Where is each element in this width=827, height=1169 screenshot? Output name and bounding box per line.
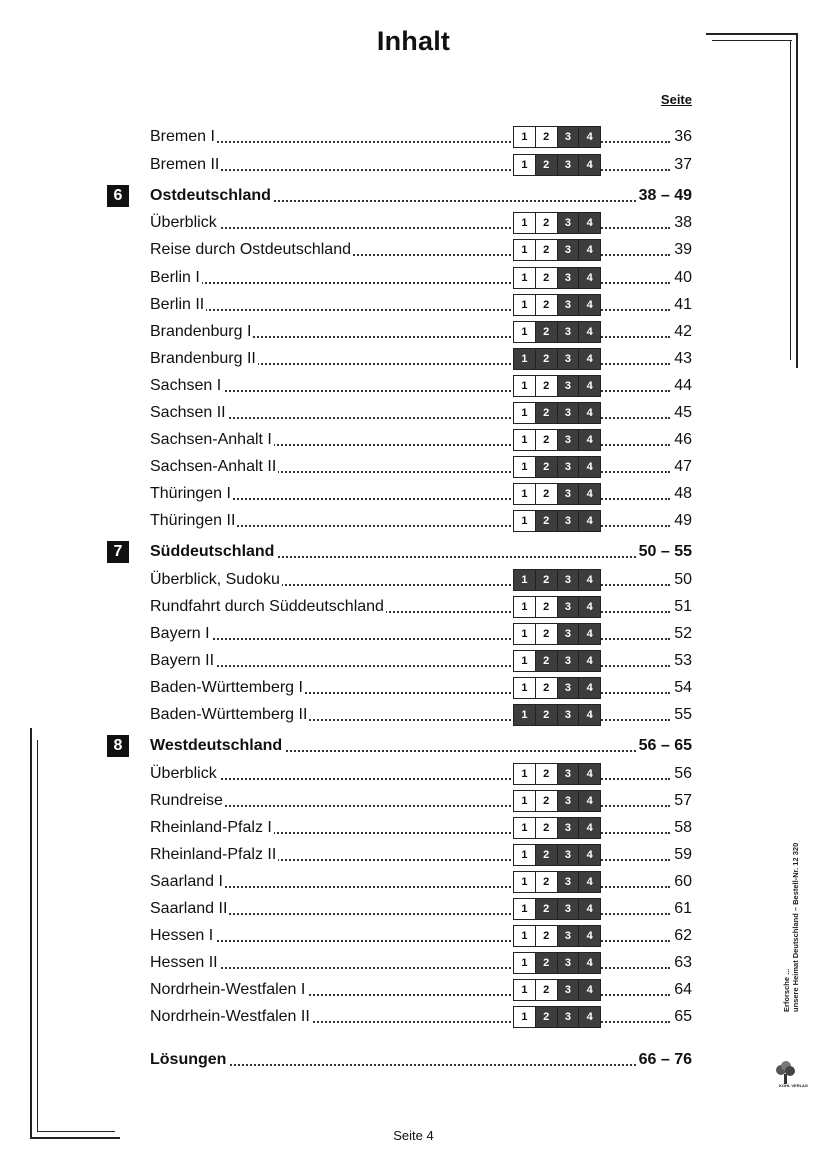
difficulty-levels bbox=[513, 375, 601, 397]
toc-entry-title: Bayern I bbox=[150, 623, 212, 645]
toc-page-number: 54 bbox=[672, 677, 692, 699]
toc-entry-title: Rheinland-Pfalz II bbox=[150, 844, 278, 866]
toc-page-number: 50 – 55 bbox=[637, 541, 692, 563]
toc-section-title: Lösungen bbox=[150, 1049, 228, 1071]
difficulty-levels bbox=[513, 898, 601, 920]
difficulty-levels bbox=[513, 677, 601, 699]
level-3-cell: 3 bbox=[558, 764, 580, 784]
level-4-cell: 4 bbox=[579, 705, 600, 725]
toc-page-number: 36 bbox=[672, 126, 692, 148]
difficulty-levels bbox=[513, 952, 601, 974]
level-1-cell: 1 bbox=[514, 899, 536, 919]
level-1-cell: 1 bbox=[514, 791, 536, 811]
level-3-cell: 3 bbox=[558, 511, 580, 531]
toc-entry-title: Überblick bbox=[150, 763, 219, 785]
level-2-cell: 2 bbox=[536, 764, 558, 784]
toc-row bbox=[150, 510, 692, 532]
level-4-cell: 4 bbox=[579, 127, 600, 147]
level-3-cell: 3 bbox=[558, 926, 580, 946]
level-4-cell: 4 bbox=[579, 926, 600, 946]
side-text-line-1: Erforsche ... bbox=[782, 968, 791, 1012]
level-2-cell: 2 bbox=[536, 845, 558, 865]
level-1-cell: 1 bbox=[514, 872, 536, 892]
level-3-cell: 3 bbox=[558, 953, 580, 973]
publisher-logo-icon bbox=[773, 1058, 809, 1088]
toc-page-number: 45 bbox=[672, 402, 692, 424]
difficulty-levels bbox=[513, 348, 601, 370]
toc-row bbox=[150, 239, 692, 261]
level-4-cell: 4 bbox=[579, 764, 600, 784]
difficulty-levels bbox=[513, 844, 601, 866]
level-4-cell: 4 bbox=[579, 295, 600, 315]
toc-entry-title: Saarland I bbox=[150, 871, 225, 893]
level-3-cell: 3 bbox=[558, 155, 580, 175]
difficulty-levels bbox=[513, 790, 601, 812]
level-1-cell: 1 bbox=[514, 980, 536, 1000]
toc-entry-title: Überblick, Sudoku bbox=[150, 569, 282, 591]
publisher-side-text bbox=[782, 843, 800, 1012]
level-2-cell: 2 bbox=[536, 295, 558, 315]
toc-entry-title: Rheinland-Pfalz I bbox=[150, 817, 274, 839]
level-2-cell: 2 bbox=[536, 570, 558, 590]
toc-page-number: 58 bbox=[672, 817, 692, 839]
frame-left-vertical-inner bbox=[37, 740, 38, 1132]
level-4-cell: 4 bbox=[579, 597, 600, 617]
level-2-cell: 2 bbox=[536, 484, 558, 504]
level-2-cell: 2 bbox=[536, 872, 558, 892]
level-3-cell: 3 bbox=[558, 376, 580, 396]
level-1-cell: 1 bbox=[514, 403, 536, 423]
level-2-cell: 2 bbox=[536, 213, 558, 233]
level-1-cell: 1 bbox=[514, 430, 536, 450]
toc-entry-title: Baden-Württemberg II bbox=[150, 704, 309, 726]
level-3-cell: 3 bbox=[558, 457, 580, 477]
toc-entry-title: Hessen II bbox=[150, 952, 220, 974]
toc-page-number: 63 bbox=[672, 952, 692, 974]
level-2-cell: 2 bbox=[536, 322, 558, 342]
toc-page-number: 50 bbox=[672, 569, 692, 591]
toc-page-number: 66 – 76 bbox=[637, 1049, 692, 1071]
frame-right-vertical bbox=[796, 33, 798, 368]
level-2-cell: 2 bbox=[536, 240, 558, 260]
toc-row bbox=[150, 348, 692, 370]
level-2-cell: 2 bbox=[536, 1007, 558, 1027]
toc-entry-title: Sachsen-Anhalt I bbox=[150, 429, 274, 451]
difficulty-levels bbox=[513, 1006, 601, 1028]
toc-page-number: 62 bbox=[672, 925, 692, 947]
toc-entry-title: Sachsen-Anhalt II bbox=[150, 456, 278, 478]
toc-row bbox=[150, 212, 692, 234]
toc-entry-title: Reise durch Ostdeutschland bbox=[150, 239, 353, 261]
difficulty-levels bbox=[513, 239, 601, 261]
level-1-cell: 1 bbox=[514, 213, 536, 233]
difficulty-levels bbox=[513, 294, 601, 316]
level-1-cell: 1 bbox=[514, 953, 536, 973]
toc-page-number: 51 bbox=[672, 596, 692, 618]
toc-entry-title: Berlin II bbox=[150, 294, 206, 316]
level-4-cell: 4 bbox=[579, 651, 600, 671]
difficulty-levels bbox=[513, 925, 601, 947]
level-2-cell: 2 bbox=[536, 651, 558, 671]
toc-entry-title: Saarland II bbox=[150, 898, 229, 920]
toc-page-number: 42 bbox=[672, 321, 692, 343]
level-3-cell: 3 bbox=[558, 705, 580, 725]
level-4-cell: 4 bbox=[579, 457, 600, 477]
toc-row bbox=[150, 763, 692, 785]
toc-page-number: 38 bbox=[672, 212, 692, 234]
level-1-cell: 1 bbox=[514, 155, 536, 175]
toc-section-title: Süddeutschland bbox=[150, 541, 276, 563]
difficulty-levels bbox=[513, 456, 601, 478]
level-2-cell: 2 bbox=[536, 818, 558, 838]
level-3-cell: 3 bbox=[558, 322, 580, 342]
level-4-cell: 4 bbox=[579, 240, 600, 260]
level-2-cell: 2 bbox=[536, 980, 558, 1000]
toc-row bbox=[150, 126, 692, 148]
toc-page-number: 56 bbox=[672, 763, 692, 785]
toc-row bbox=[150, 375, 692, 397]
difficulty-levels bbox=[513, 623, 601, 645]
level-1-cell: 1 bbox=[514, 457, 536, 477]
toc-page-number: 48 bbox=[672, 483, 692, 505]
level-2-cell: 2 bbox=[536, 349, 558, 369]
toc-section-title: Ostdeutschland bbox=[150, 185, 273, 207]
level-2-cell: 2 bbox=[536, 791, 558, 811]
section-number-badge: 8 bbox=[107, 735, 129, 757]
difficulty-levels bbox=[513, 596, 601, 618]
toc-row bbox=[150, 154, 692, 176]
toc-row bbox=[150, 844, 692, 866]
toc-page-number: 61 bbox=[672, 898, 692, 920]
level-2-cell: 2 bbox=[536, 127, 558, 147]
level-3-cell: 3 bbox=[558, 845, 580, 865]
toc-row bbox=[150, 569, 692, 591]
level-1-cell: 1 bbox=[514, 764, 536, 784]
level-4-cell: 4 bbox=[579, 376, 600, 396]
level-3-cell: 3 bbox=[558, 349, 580, 369]
toc-page-number: 38 – 49 bbox=[637, 185, 692, 207]
toc-page-number: 55 bbox=[672, 704, 692, 726]
level-1-cell: 1 bbox=[514, 845, 536, 865]
toc-section-title: Westdeutschland bbox=[150, 735, 284, 757]
level-2-cell: 2 bbox=[536, 403, 558, 423]
level-1-cell: 1 bbox=[514, 127, 536, 147]
level-3-cell: 3 bbox=[558, 597, 580, 617]
toc-row bbox=[150, 623, 692, 645]
difficulty-levels bbox=[513, 817, 601, 839]
toc-row bbox=[150, 817, 692, 839]
toc-entry-title: Sachsen II bbox=[150, 402, 228, 424]
toc-page-number: 40 bbox=[672, 267, 692, 289]
level-2-cell: 2 bbox=[536, 624, 558, 644]
level-3-cell: 3 bbox=[558, 678, 580, 698]
toc-row bbox=[150, 294, 692, 316]
toc-entry-title: Thüringen II bbox=[150, 510, 237, 532]
level-2-cell: 2 bbox=[536, 705, 558, 725]
difficulty-levels bbox=[513, 429, 601, 451]
toc-page-number: 57 bbox=[672, 790, 692, 812]
toc-entry-title: Baden-Württemberg I bbox=[150, 677, 305, 699]
toc-row bbox=[150, 429, 692, 451]
level-4-cell: 4 bbox=[579, 872, 600, 892]
level-1-cell: 1 bbox=[514, 240, 536, 260]
toc-page-number: 60 bbox=[672, 871, 692, 893]
level-4-cell: 4 bbox=[579, 403, 600, 423]
toc-row bbox=[150, 790, 692, 812]
toc-entry-title: Brandenburg II bbox=[150, 348, 258, 370]
toc-entry-title: Brandenburg I bbox=[150, 321, 253, 343]
level-2-cell: 2 bbox=[536, 511, 558, 531]
toc-section-row bbox=[150, 735, 692, 757]
toc-entry-title: Nordrhein-Westfalen I bbox=[150, 979, 307, 1001]
level-2-cell: 2 bbox=[536, 430, 558, 450]
level-1-cell: 1 bbox=[514, 926, 536, 946]
toc-row bbox=[150, 596, 692, 618]
level-4-cell: 4 bbox=[579, 899, 600, 919]
toc-page-number: 49 bbox=[672, 510, 692, 532]
toc-row bbox=[150, 704, 692, 726]
level-4-cell: 4 bbox=[579, 953, 600, 973]
level-4-cell: 4 bbox=[579, 678, 600, 698]
level-2-cell: 2 bbox=[536, 899, 558, 919]
page-footer: Seite 4 bbox=[393, 1128, 434, 1143]
toc-row bbox=[150, 1006, 692, 1028]
toc-page-number: 44 bbox=[672, 375, 692, 397]
publisher-logo-text: KOHL VERLAG bbox=[779, 1083, 809, 1088]
level-4-cell: 4 bbox=[579, 845, 600, 865]
toc-page-number: 52 bbox=[672, 623, 692, 645]
level-3-cell: 3 bbox=[558, 484, 580, 504]
level-1-cell: 1 bbox=[514, 1007, 536, 1027]
difficulty-levels bbox=[513, 510, 601, 532]
toc-entry-title: Sachsen I bbox=[150, 375, 223, 397]
difficulty-levels bbox=[513, 212, 601, 234]
toc-entry-title: Bayern II bbox=[150, 650, 216, 672]
level-1-cell: 1 bbox=[514, 349, 536, 369]
toc-row bbox=[150, 979, 692, 1001]
toc-page-number: 65 bbox=[672, 1006, 692, 1028]
level-1-cell: 1 bbox=[514, 295, 536, 315]
difficulty-levels bbox=[513, 402, 601, 424]
level-4-cell: 4 bbox=[579, 484, 600, 504]
level-2-cell: 2 bbox=[536, 155, 558, 175]
toc-section-row bbox=[150, 541, 692, 563]
level-4-cell: 4 bbox=[579, 624, 600, 644]
toc-entry-title: Bremen I bbox=[150, 126, 217, 148]
level-4-cell: 4 bbox=[579, 511, 600, 531]
toc-page-number: 64 bbox=[672, 979, 692, 1001]
page-title: Inhalt bbox=[376, 26, 451, 56]
level-3-cell: 3 bbox=[558, 127, 580, 147]
level-2-cell: 2 bbox=[536, 926, 558, 946]
section-number-badge: 6 bbox=[107, 185, 129, 207]
level-1-cell: 1 bbox=[514, 484, 536, 504]
difficulty-levels bbox=[513, 704, 601, 726]
level-3-cell: 3 bbox=[558, 570, 580, 590]
level-4-cell: 4 bbox=[579, 322, 600, 342]
level-4-cell: 4 bbox=[579, 1007, 600, 1027]
toc-row bbox=[150, 321, 692, 343]
level-3-cell: 3 bbox=[558, 295, 580, 315]
toc-page-number: 53 bbox=[672, 650, 692, 672]
toc-page-number: 41 bbox=[672, 294, 692, 316]
level-1-cell: 1 bbox=[514, 678, 536, 698]
level-3-cell: 3 bbox=[558, 1007, 580, 1027]
toc-row bbox=[150, 925, 692, 947]
level-3-cell: 3 bbox=[558, 403, 580, 423]
level-4-cell: 4 bbox=[579, 268, 600, 288]
toc-entry-title: Berlin I bbox=[150, 267, 202, 289]
frame-right-vertical-inner bbox=[790, 40, 791, 360]
difficulty-levels bbox=[513, 763, 601, 785]
level-3-cell: 3 bbox=[558, 430, 580, 450]
level-3-cell: 3 bbox=[558, 651, 580, 671]
level-2-cell: 2 bbox=[536, 597, 558, 617]
toc-row bbox=[150, 456, 692, 478]
level-4-cell: 4 bbox=[579, 430, 600, 450]
toc-entry-title: Rundfahrt durch Süddeutschland bbox=[150, 596, 386, 618]
level-1-cell: 1 bbox=[514, 322, 536, 342]
toc-entry-title: Rundreise bbox=[150, 790, 225, 812]
toc-entry-title: Hessen I bbox=[150, 925, 215, 947]
toc-row bbox=[150, 677, 692, 699]
level-2-cell: 2 bbox=[536, 457, 558, 477]
difficulty-levels bbox=[513, 321, 601, 343]
level-2-cell: 2 bbox=[536, 268, 558, 288]
toc-page-number: 59 bbox=[672, 844, 692, 866]
level-1-cell: 1 bbox=[514, 511, 536, 531]
toc-page-number: 43 bbox=[672, 348, 692, 370]
difficulty-levels bbox=[513, 650, 601, 672]
difficulty-levels bbox=[513, 267, 601, 289]
level-4-cell: 4 bbox=[579, 818, 600, 838]
level-4-cell: 4 bbox=[579, 980, 600, 1000]
level-3-cell: 3 bbox=[558, 213, 580, 233]
level-3-cell: 3 bbox=[558, 791, 580, 811]
level-2-cell: 2 bbox=[536, 678, 558, 698]
toc-row bbox=[150, 483, 692, 505]
level-1-cell: 1 bbox=[514, 376, 536, 396]
level-1-cell: 1 bbox=[514, 597, 536, 617]
level-1-cell: 1 bbox=[514, 570, 536, 590]
level-4-cell: 4 bbox=[579, 349, 600, 369]
level-2-cell: 2 bbox=[536, 376, 558, 396]
difficulty-levels bbox=[513, 154, 601, 176]
toc-entry-title: Nordrhein-Westfalen II bbox=[150, 1006, 312, 1028]
toc-row bbox=[150, 952, 692, 974]
level-3-cell: 3 bbox=[558, 240, 580, 260]
toc-page-number: 46 bbox=[672, 429, 692, 451]
page-column-header: Seite bbox=[660, 92, 692, 107]
difficulty-levels bbox=[513, 569, 601, 591]
difficulty-levels bbox=[513, 483, 601, 505]
level-4-cell: 4 bbox=[579, 213, 600, 233]
toc-page-number: 37 bbox=[672, 154, 692, 176]
level-3-cell: 3 bbox=[558, 899, 580, 919]
toc-page-number: 47 bbox=[672, 456, 692, 478]
toc-row bbox=[150, 267, 692, 289]
difficulty-levels bbox=[513, 126, 601, 148]
toc-entry-title: Thüringen I bbox=[150, 483, 233, 505]
frame-left-vertical bbox=[30, 728, 32, 1138]
toc-entry-title: Bremen II bbox=[150, 154, 221, 176]
level-4-cell: 4 bbox=[579, 570, 600, 590]
level-4-cell: 4 bbox=[579, 791, 600, 811]
level-3-cell: 3 bbox=[558, 624, 580, 644]
toc-row bbox=[150, 898, 692, 920]
level-1-cell: 1 bbox=[514, 651, 536, 671]
difficulty-levels bbox=[513, 871, 601, 893]
toc-row bbox=[150, 871, 692, 893]
toc-row bbox=[150, 650, 692, 672]
toc-entry-title: Überblick bbox=[150, 212, 219, 234]
level-2-cell: 2 bbox=[536, 953, 558, 973]
difficulty-levels bbox=[513, 979, 601, 1001]
level-3-cell: 3 bbox=[558, 268, 580, 288]
level-1-cell: 1 bbox=[514, 268, 536, 288]
level-3-cell: 3 bbox=[558, 818, 580, 838]
level-3-cell: 3 bbox=[558, 872, 580, 892]
level-1-cell: 1 bbox=[514, 624, 536, 644]
side-text-line-2: unsere Heimat Deutschland – Bestell-Nr. 12 320 bbox=[791, 842, 800, 1012]
level-1-cell: 1 bbox=[514, 705, 536, 725]
level-4-cell: 4 bbox=[579, 155, 600, 175]
level-3-cell: 3 bbox=[558, 980, 580, 1000]
toc-row bbox=[150, 402, 692, 424]
section-number-badge: 7 bbox=[107, 541, 129, 563]
toc-page-number: 56 – 65 bbox=[637, 735, 692, 757]
level-1-cell: 1 bbox=[514, 818, 536, 838]
toc-section-row bbox=[150, 185, 692, 207]
toc-section-row bbox=[150, 1049, 692, 1071]
toc-page-number: 39 bbox=[672, 239, 692, 261]
